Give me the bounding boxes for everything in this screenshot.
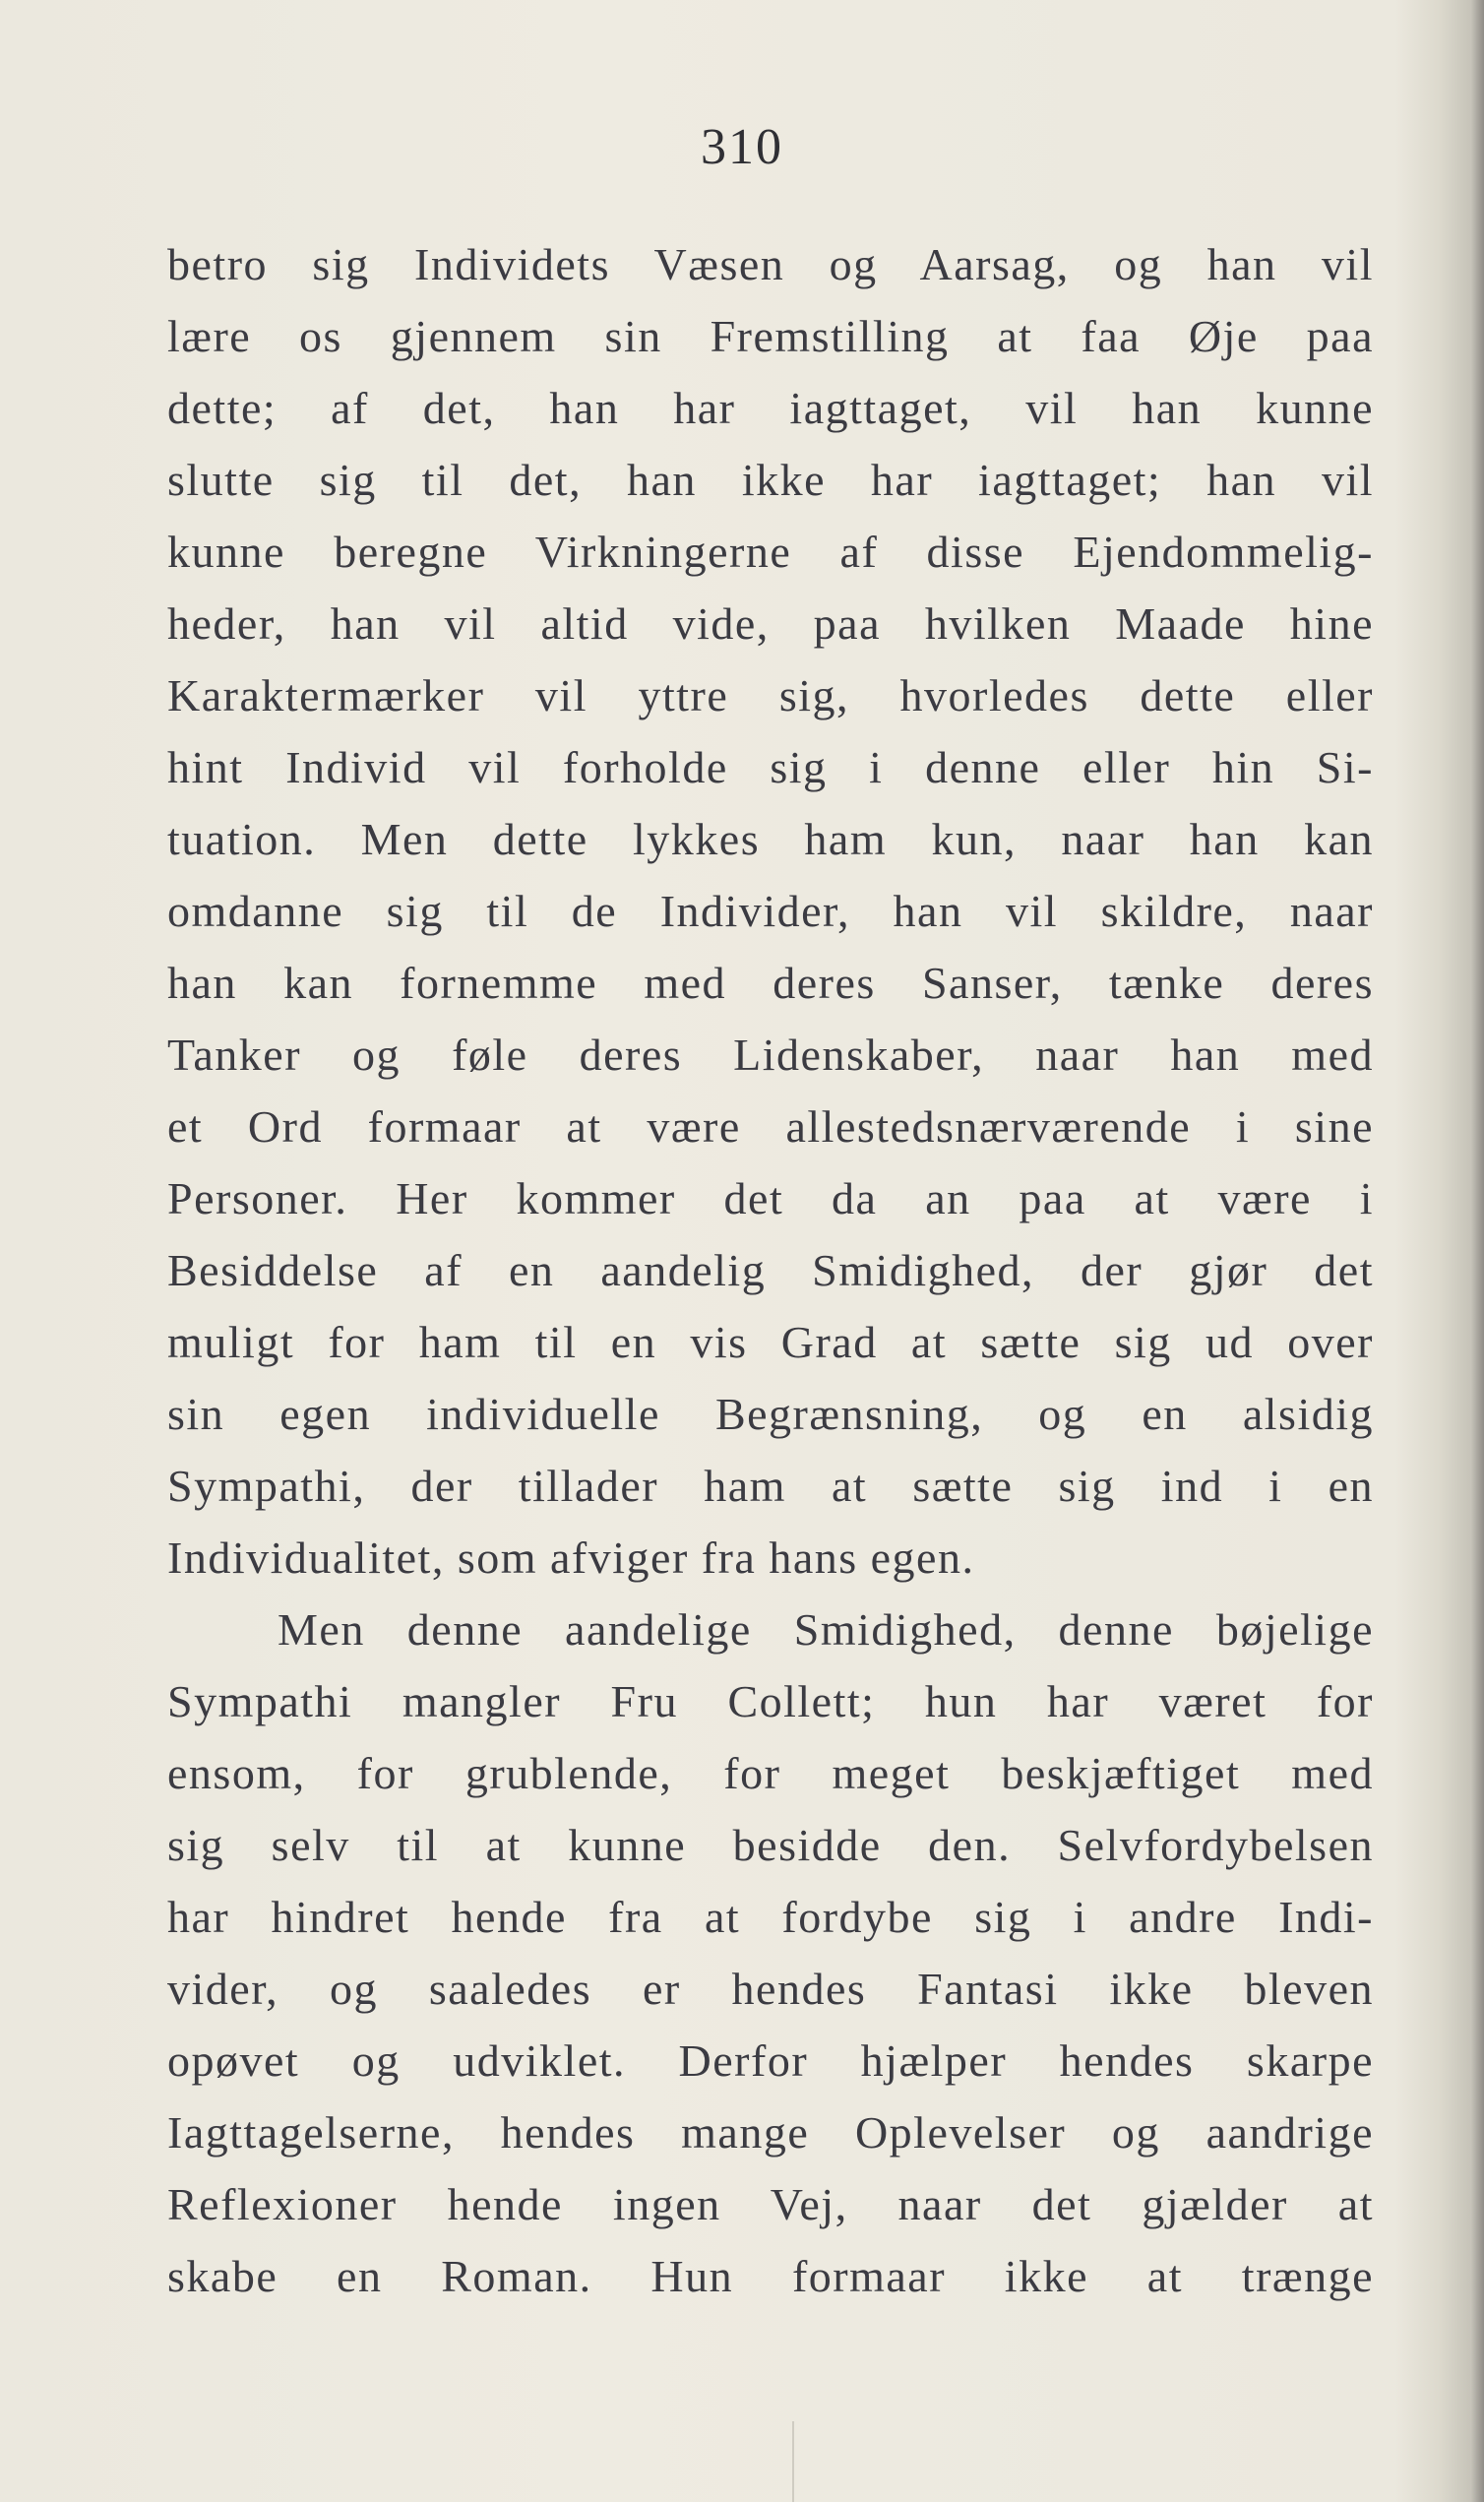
text-line: Reflexioner hende ingen Vej, naar det gjælder at [167, 2179, 1374, 2229]
text-line: opøvet og udviklet. Derfor hjælper hendes skarpe [167, 2035, 1374, 2086]
text-line: Sympathi mangler Fru Collett; hun har været for [167, 1676, 1374, 1726]
text-line: lære os gjennem sin Fremstilling at faa Øje paa [167, 311, 1374, 361]
text-line: slutte sig til det, han ikke har iagttaget; han vil [167, 455, 1374, 505]
text-line: ensom, for grublende, for meget beskjæftiget med [167, 1748, 1374, 1798]
paragraph-2 [167, 1594, 1374, 2312]
text-line: Sympathi, der tillader ham at sætte sig ind i en [167, 1461, 1374, 1511]
text-line: Karaktermærker vil yttre sig, hvorledes dette eller [167, 670, 1374, 720]
text-line: vider, og saaledes er hendes Fantasi ikke bleven [167, 1964, 1374, 2014]
text-line: han kan fornemme med deres Sanser, tænke deres [167, 958, 1374, 1008]
body-text [167, 228, 1374, 2312]
text-line: skabe en Roman. Hun formaar ikke at trænge [167, 2251, 1374, 2301]
text-line: et Ord formaar at være allestedsnærværende i sine [167, 1101, 1374, 1152]
page-number: 310 [701, 119, 783, 175]
text-line: Besiddelse af en aandelig Smidighed, der gjør det [167, 1245, 1374, 1295]
text-line: sig selv til at kunne besidde den. Selvfordybelsen [167, 1820, 1374, 1870]
text-line: omdanne sig til de Individer, han vil skildre, naar [167, 886, 1374, 936]
text-line-first: Men denne aandelige Smidighed, denne bøjelige [278, 1604, 1374, 1655]
text-line: dette; af det, han har iagttaget, vil han kunne [167, 383, 1374, 433]
text-line: Iagttagelserne, hendes mange Oplevelser og aandrige [167, 2107, 1374, 2158]
text-line: kunne beregne Virkningerne af disse Ejendommelig- [167, 527, 1374, 577]
paragraph-1 [167, 228, 1374, 1594]
text-line: tuation. Men dette lykkes ham kun, naar han kan [167, 814, 1374, 864]
text-line: Personer. Her kommer det da an paa at være i [167, 1173, 1374, 1223]
paper-crease [792, 2421, 794, 2502]
text-line: har hindret hende fra at fordybe sig i andre Indi- [167, 1892, 1374, 1942]
page-edge-shadow [1470, 0, 1484, 2502]
text-line: muligt for ham til en vis Grad at sætte sig ud over [167, 1317, 1374, 1367]
text-line: sin egen individuelle Begrænsning, og en alsidig [167, 1389, 1374, 1439]
text-line: hint Individ vil forholde sig i denne eller hin Si- [167, 742, 1374, 792]
text-line: Tanker og føle deres Lidenskaber, naar han med [167, 1030, 1374, 1080]
text-line: betro sig Individets Væsen og Aarsag, og han vil [167, 239, 1374, 289]
text-line: heder, han vil altid vide, paa hvilken Maade hine [167, 598, 1374, 649]
text-line-last: Individualitet, som afviger fra hans egen. [167, 1532, 975, 1583]
